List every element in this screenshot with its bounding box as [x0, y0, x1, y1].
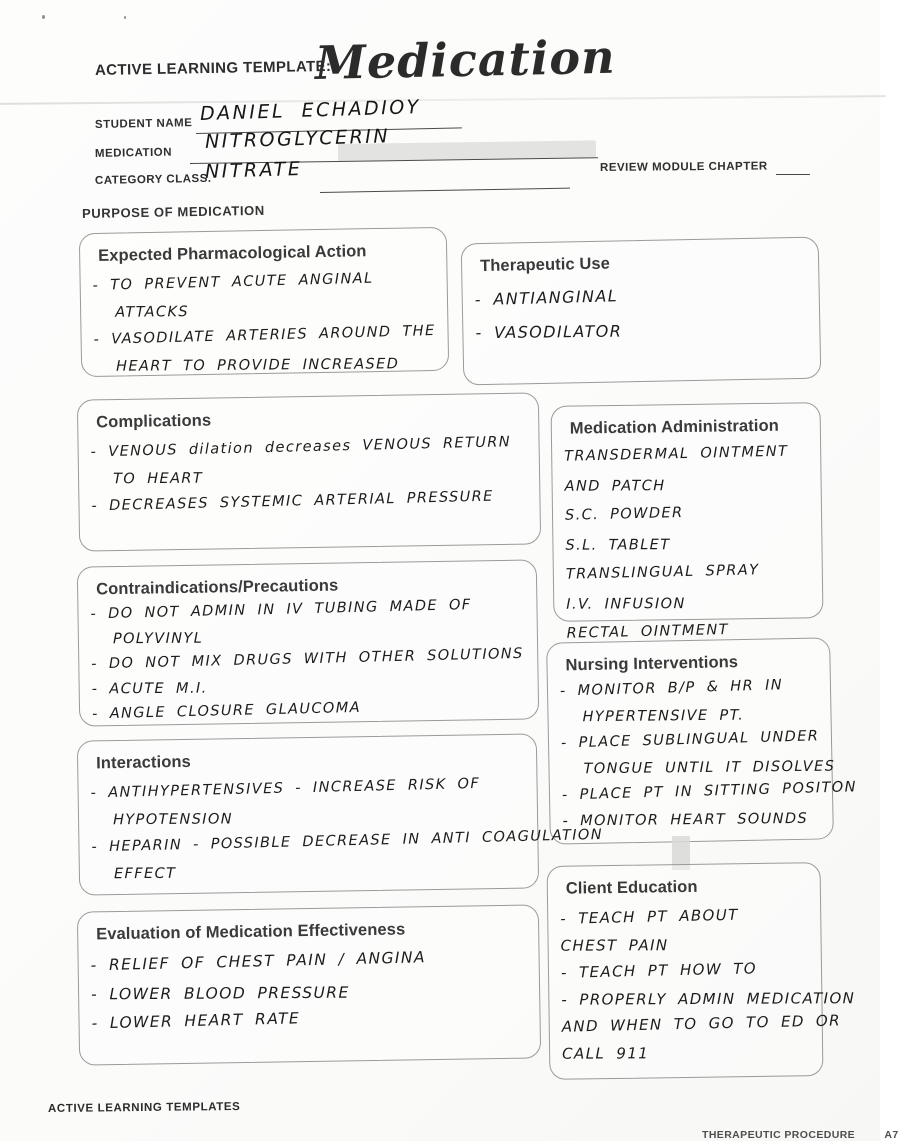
handwritten-line: - MONITOR B/P & HR IN	[559, 677, 784, 700]
scan-speck	[124, 16, 126, 19]
nursing-interventions-box	[546, 637, 858, 844]
handwritten-line: CALL 911	[562, 1044, 650, 1063]
box-title: Contraindications/Precautions	[95, 576, 339, 599]
handwritten-line: AND WHEN TO GO TO ED OR	[561, 1011, 842, 1036]
handwritten-line: - VASODILATOR	[475, 321, 623, 343]
handwritten-line: - HEPARIN - POSSIBLE DECREASE IN ANTI COAGULATION	[91, 826, 604, 856]
handwritten-line: - DECREASES SYSTEMIC ARTERIAL PRESSURE	[91, 488, 494, 515]
footer-right-label	[702, 1129, 899, 1141]
handwritten-notes	[564, 439, 823, 649]
handwritten-line: RECTAL OINTMENT	[566, 622, 730, 642]
handwritten-line: HEART TO PROVIDE INCREASED	[94, 356, 400, 375]
footer-page-number: A7	[884, 1129, 899, 1141]
box-title: Nursing Interventions	[565, 653, 739, 675]
handwritten-line: EFFECT	[91, 865, 177, 883]
handwritten-line: HYPERTENSIVE PT.	[560, 707, 745, 726]
handwritten-line: - ANTIHYPERTENSIVES - INCREASE RISK OF	[90, 775, 481, 802]
handwritten-line: TONGUE UNTIL IT DISOLVES	[561, 758, 836, 778]
box-title: Evaluation of Medication Effectiveness	[96, 920, 406, 944]
handwritten-line: S.L. TABLET	[565, 536, 671, 554]
student-name-label: STUDENT NAME	[94, 117, 193, 131]
handwritten-line: CHEST PAIN	[560, 936, 669, 955]
handwritten-notes	[474, 277, 819, 350]
handwritten-line: - LOWER HEART RATE	[91, 1009, 301, 1033]
handwritten-line: - RELIEF OF CHEST PAIN / ANGINA	[90, 948, 427, 975]
handwritten-line: - DO NOT MIX DRUGS WITH OTHER SOLUTIONS	[91, 645, 524, 673]
handwritten-line: S.C. POWDER	[564, 505, 684, 524]
handwritten-notes	[560, 902, 856, 1068]
handwritten-line: ATTACKS	[93, 304, 190, 321]
box-title: Interactions	[96, 752, 192, 773]
handwritten-line: I.V. INFUSION	[566, 595, 686, 613]
student-name-value: DANIEL ECHADIOY	[199, 96, 422, 125]
handwritten-line: - ACUTE M.I.	[91, 680, 208, 698]
handwritten-line: POLYVINYL	[90, 630, 204, 648]
handwritten-line: - TEACH PT ABOUT	[560, 905, 739, 928]
handwritten-line: - PLACE PT IN SITTING POSITON	[561, 779, 858, 804]
handwritten-notes	[92, 267, 448, 381]
handwritten-line: TRANSLINGUAL SPRAY	[565, 562, 760, 583]
handwritten-line: - PROPERLY ADMIN MEDICATION	[561, 989, 856, 1009]
handwritten-line: - VENOUS dilation decreases VENOUS RETURN	[90, 434, 512, 461]
medication-label: MEDICATION	[94, 146, 173, 160]
handwritten-notes	[90, 773, 604, 888]
medication-administration-box	[551, 402, 824, 642]
scan-fold-line	[0, 95, 886, 105]
handwritten-line: AND PATCH	[564, 477, 666, 495]
complications-box	[77, 392, 541, 551]
expected-pharmacological-action-box	[79, 227, 449, 377]
category-class-label: CATEGORY CLASS.	[94, 172, 212, 187]
handwritten-line: - LOWER BLOOD PRESSURE	[91, 983, 350, 1004]
box-title: Expected Pharmacological Action	[98, 242, 367, 265]
box-title: Medication Administration	[569, 416, 780, 438]
page-title: Medication	[314, 29, 616, 90]
evaluation-medication-effectiveness-box	[77, 904, 541, 1065]
review-module-chapter-underline	[776, 174, 810, 175]
medication-value: NITROGLYCERIN	[204, 125, 391, 153]
handwritten-line: - ANTIANGINAL	[474, 286, 619, 310]
category-class-value: NITRATE	[204, 157, 303, 183]
handwritten-line: HYPOTENSION	[91, 811, 234, 829]
footer-left-label: ACTIVE LEARNING TEMPLATES	[47, 1100, 241, 1115]
handwritten-line: - MONITOR HEART SOUNDS	[562, 810, 809, 830]
box-title: Therapeutic Use	[479, 254, 611, 276]
handwritten-line: - DO NOT ADMIN IN IV TUBING MADE OF	[90, 597, 472, 623]
template-label: ACTIVE LEARNING TEMPLATE:	[94, 57, 332, 79]
handwritten-line: TRANSDERMAL OINTMENT	[564, 443, 789, 465]
purpose-of-medication-label: PURPOSE OF MEDICATION	[81, 202, 265, 221]
handwritten-line: TO HEART	[91, 470, 204, 488]
box-title: Client Education	[565, 877, 698, 898]
handwritten-line: - TO PREVENT ACUTE ANGINAL	[92, 270, 374, 294]
handwritten-line: - PLACE SUBLINGUAL UNDER	[560, 728, 820, 752]
handwritten-line: - TEACH PT HOW TO	[560, 959, 758, 982]
footer-right-text: THERAPEUTIC PROCEDURE	[702, 1129, 856, 1141]
handwritten-notes	[90, 432, 539, 520]
contraindications-precautions-box	[77, 559, 539, 726]
handwritten-notes	[90, 595, 538, 727]
interactions-box	[77, 733, 604, 895]
handwritten-notes	[90, 944, 539, 1038]
handwritten-line: - ANGLE CLOSURE GLAUCOMA	[91, 699, 362, 723]
review-module-chapter-label: REVIEW MODULE CHAPTER	[599, 160, 768, 174]
scan-speck	[42, 15, 45, 19]
category-class-underline	[320, 188, 570, 193]
handwritten-line: - VASODILATE ARTERIES AROUND THE	[93, 323, 436, 348]
handwritten-notes	[559, 673, 858, 834]
therapeutic-use-box	[461, 237, 822, 386]
box-title: Complications	[96, 411, 212, 432]
client-education-box	[547, 862, 856, 1080]
